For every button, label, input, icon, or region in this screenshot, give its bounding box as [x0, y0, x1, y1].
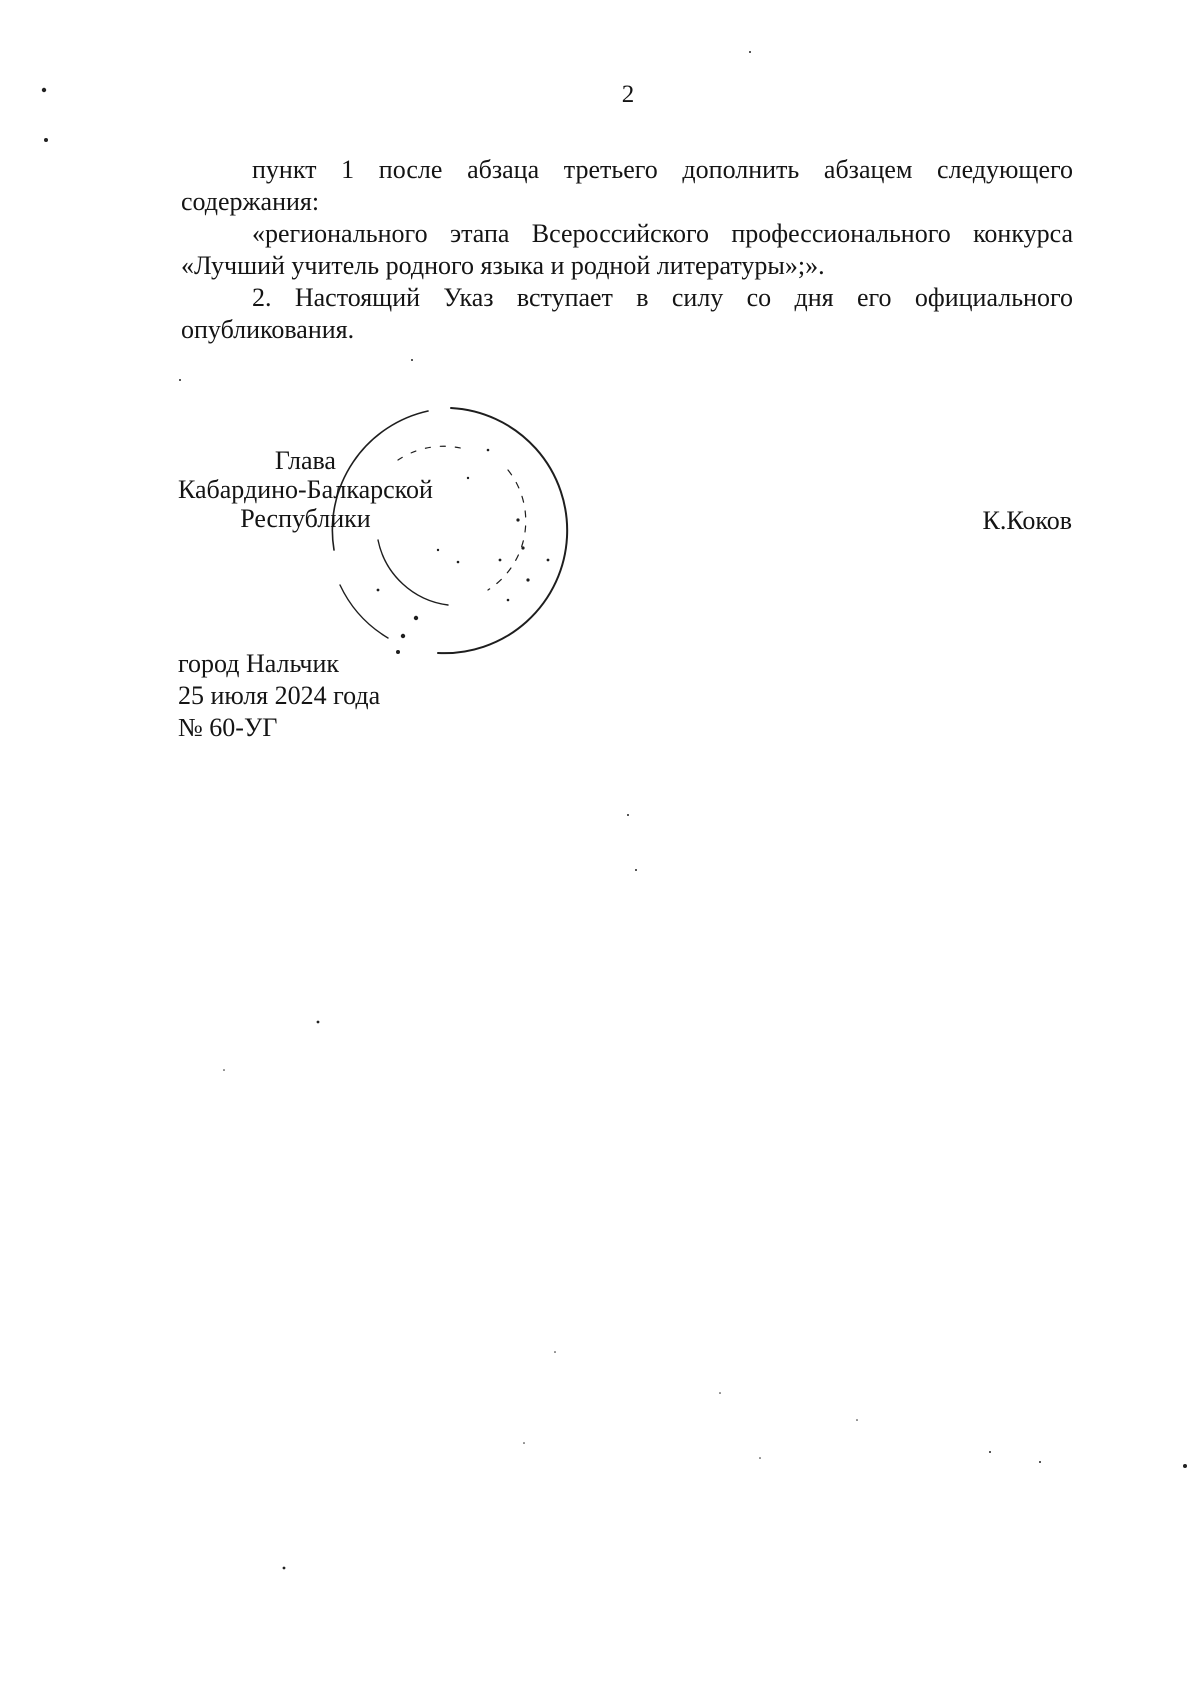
signatory-position-line: Глава: [274, 446, 336, 475]
issue-date: 25 июля 2024 года: [178, 681, 381, 710]
document-body: [181, 154, 1073, 346]
issue-place: город Нальчик: [178, 649, 340, 678]
issue-number: № 60-УГ: [178, 713, 278, 742]
signatory-name: К.Коков: [982, 506, 1072, 535]
paragraph-amendment-text: «регионального этапа Всероссийского профессионального конкурса «Лучший учитель родного языка и родной литературы»;».: [181, 219, 1073, 280]
issue-details: [178, 648, 380, 744]
paragraph-amendment-intro: пункт 1 после абзаца третьего дополнить абзацем следующего содержания:: [181, 155, 1073, 216]
signatory-position: [178, 446, 433, 533]
signatory-position-line: Кабардино-Балкарской: [178, 475, 433, 504]
signatory-position-line: Республики: [240, 504, 371, 533]
page-number: 2: [621, 81, 635, 108]
paragraph-effective-date: 2. Настоящий Указ вступает в силу со дня его официального опубликования.: [181, 283, 1073, 344]
